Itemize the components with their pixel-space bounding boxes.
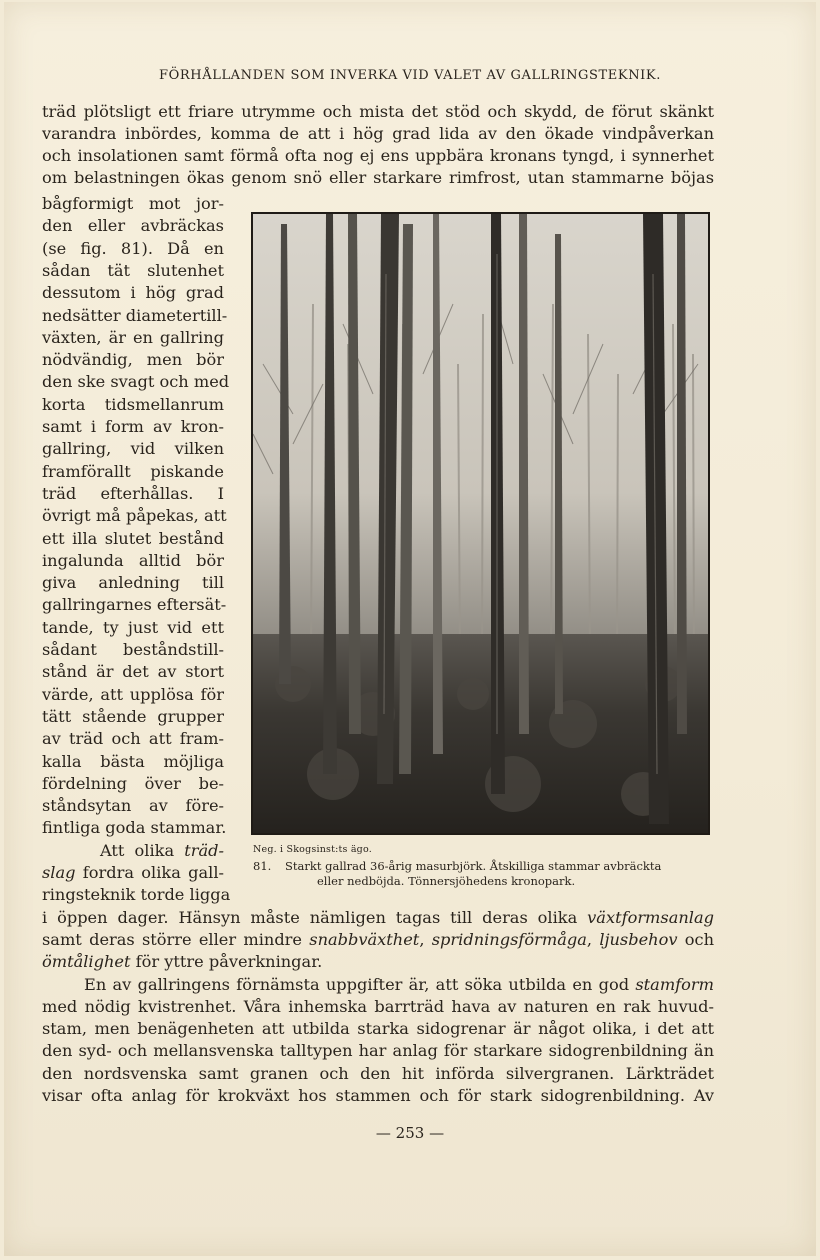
text-line bbox=[42, 929, 714, 951]
text-span: samt deras större eller mindre bbox=[42, 929, 310, 949]
text-line: ståndsytan av före- bbox=[42, 796, 224, 816]
text-line: växten, är en gallring bbox=[42, 327, 224, 347]
photo-credit: Neg. i Skogsinst:ts ägo. bbox=[253, 844, 372, 855]
text-span: i öppen dager. Hänsyn måste nämligen tagas till deras olika bbox=[42, 907, 588, 927]
text-line: framförallt piskande bbox=[42, 461, 224, 481]
text-span: En av gallringens förnämsta uppgifter är, att söka utbilda en god bbox=[84, 974, 636, 994]
running-head: FÖRHÅLLANDEN SOM INVERKA VID VALET AV GALLRINGSTEKNIK. bbox=[159, 68, 661, 83]
text-line: ett illa slutet bestånd bbox=[42, 528, 224, 548]
text-line: sådant beståndstill- bbox=[42, 640, 224, 659]
text-span: för yttre påverkningar. bbox=[130, 952, 323, 972]
text-line: tätt stående grupper bbox=[42, 706, 224, 726]
text-line: den syd- och mellansvenska talltypen har anlag för starkare sidogrenbildning än bbox=[42, 1041, 714, 1061]
italic-term: spridningsförmåga bbox=[431, 929, 587, 949]
text-line: samt i form av kron- bbox=[42, 417, 224, 436]
figure-caption bbox=[253, 859, 713, 889]
text-line: dessutom i hög grad bbox=[42, 283, 224, 303]
text-span: , bbox=[586, 929, 600, 949]
italic-term: ljusbehov bbox=[599, 929, 678, 949]
text-line: (se fig. 81). Då en bbox=[42, 238, 224, 258]
text-line: gallringarnes eftersät- bbox=[42, 595, 227, 615]
caption-line: eller nedböjda. Tönnersjöhedens kronopark. bbox=[317, 874, 576, 888]
text-line: stam, men benägenheten att utbilda starka sidogrenar är något olika, i det att bbox=[42, 1019, 714, 1039]
text-line: fintliga goda stammar. bbox=[42, 818, 227, 838]
text-line: den eller avbräckas bbox=[42, 216, 224, 236]
text-line: stånd är det av stort bbox=[42, 662, 224, 682]
figure-number: 81. bbox=[253, 859, 272, 873]
text-span: Att olika bbox=[100, 840, 185, 860]
text-line: träd efterhållas. I bbox=[42, 483, 224, 503]
text-line bbox=[42, 840, 224, 862]
italic-term: ömtålighet bbox=[42, 952, 131, 972]
text-line: den ske svagt och med bbox=[42, 372, 230, 392]
text-line: sådan tät slutenhet bbox=[42, 260, 224, 280]
text-line: värde, att upplösa för bbox=[42, 684, 224, 704]
text-line bbox=[42, 907, 714, 929]
text-line bbox=[42, 951, 714, 973]
text-line: och insolationen samt förmå ofta nog ej ens uppbära kronans tyngd, i synnerhet bbox=[42, 146, 714, 165]
text-line: nedsätter diametertill- bbox=[42, 305, 228, 325]
text-line: nödvändig, men bör bbox=[42, 350, 224, 370]
italic-term: stamform bbox=[635, 974, 714, 994]
text-line bbox=[42, 862, 224, 884]
text-line: ingalunda alltid bör bbox=[42, 550, 224, 570]
text-line: giva anledning till bbox=[42, 573, 224, 593]
text-line: med nödig kvistrenhet. Våra inhemska barrträd hava av naturen en rak huvud- bbox=[42, 996, 714, 1016]
text-line: övrigt må påpekas, att bbox=[42, 506, 227, 526]
text-line: gallring, vid vilken bbox=[42, 439, 224, 459]
page-number: — 253 — bbox=[375, 1124, 445, 1142]
text-line: av träd och att fram- bbox=[42, 729, 224, 749]
text-line: om belastningen ökas genom snö eller starkare rimfrost, utan stammarne böjas bbox=[42, 168, 714, 187]
text-span: och bbox=[677, 929, 714, 949]
text-line: visar ofta anlag för krokväxt hos stammen och för stark sidogrenbildning. Av bbox=[42, 1086, 714, 1105]
page bbox=[4, 2, 816, 1256]
text-line bbox=[42, 974, 714, 996]
text-line: ringsteknik torde ligga bbox=[42, 885, 231, 905]
text-line: den nordsvenska samt granen och den hit införda silvergranen. Lärkträdet bbox=[42, 1063, 714, 1083]
text-line: varandra inbördes, komma de att i hög grad lida av den ökade vindpåverkan bbox=[42, 124, 714, 143]
text-line: tande, ty just vid ett bbox=[42, 617, 224, 637]
italic-term: slag bbox=[42, 863, 76, 882]
italic-term: träd- bbox=[184, 840, 224, 860]
text-line: bågformigt mot jor- bbox=[42, 194, 224, 213]
forest-photograph bbox=[251, 212, 710, 835]
text-line: fördelning över be- bbox=[42, 773, 224, 793]
italic-term: snabbväxthet bbox=[309, 929, 420, 949]
text-line: korta tidsmellanrum bbox=[42, 394, 224, 414]
text-line: kalla bästa möjliga bbox=[42, 751, 224, 771]
text-span: , bbox=[419, 929, 432, 949]
italic-term: växtformsanlag bbox=[587, 907, 714, 927]
text-line: träd plötsligt ett friare utrymme och mista det stöd och skydd, de förut skänkt bbox=[42, 102, 714, 121]
text-span: fordra olika gall- bbox=[75, 863, 224, 882]
caption-line: Starkt gallrad 36-årig masurbjörk. Åtskilliga stammar avbräckta bbox=[285, 859, 662, 873]
